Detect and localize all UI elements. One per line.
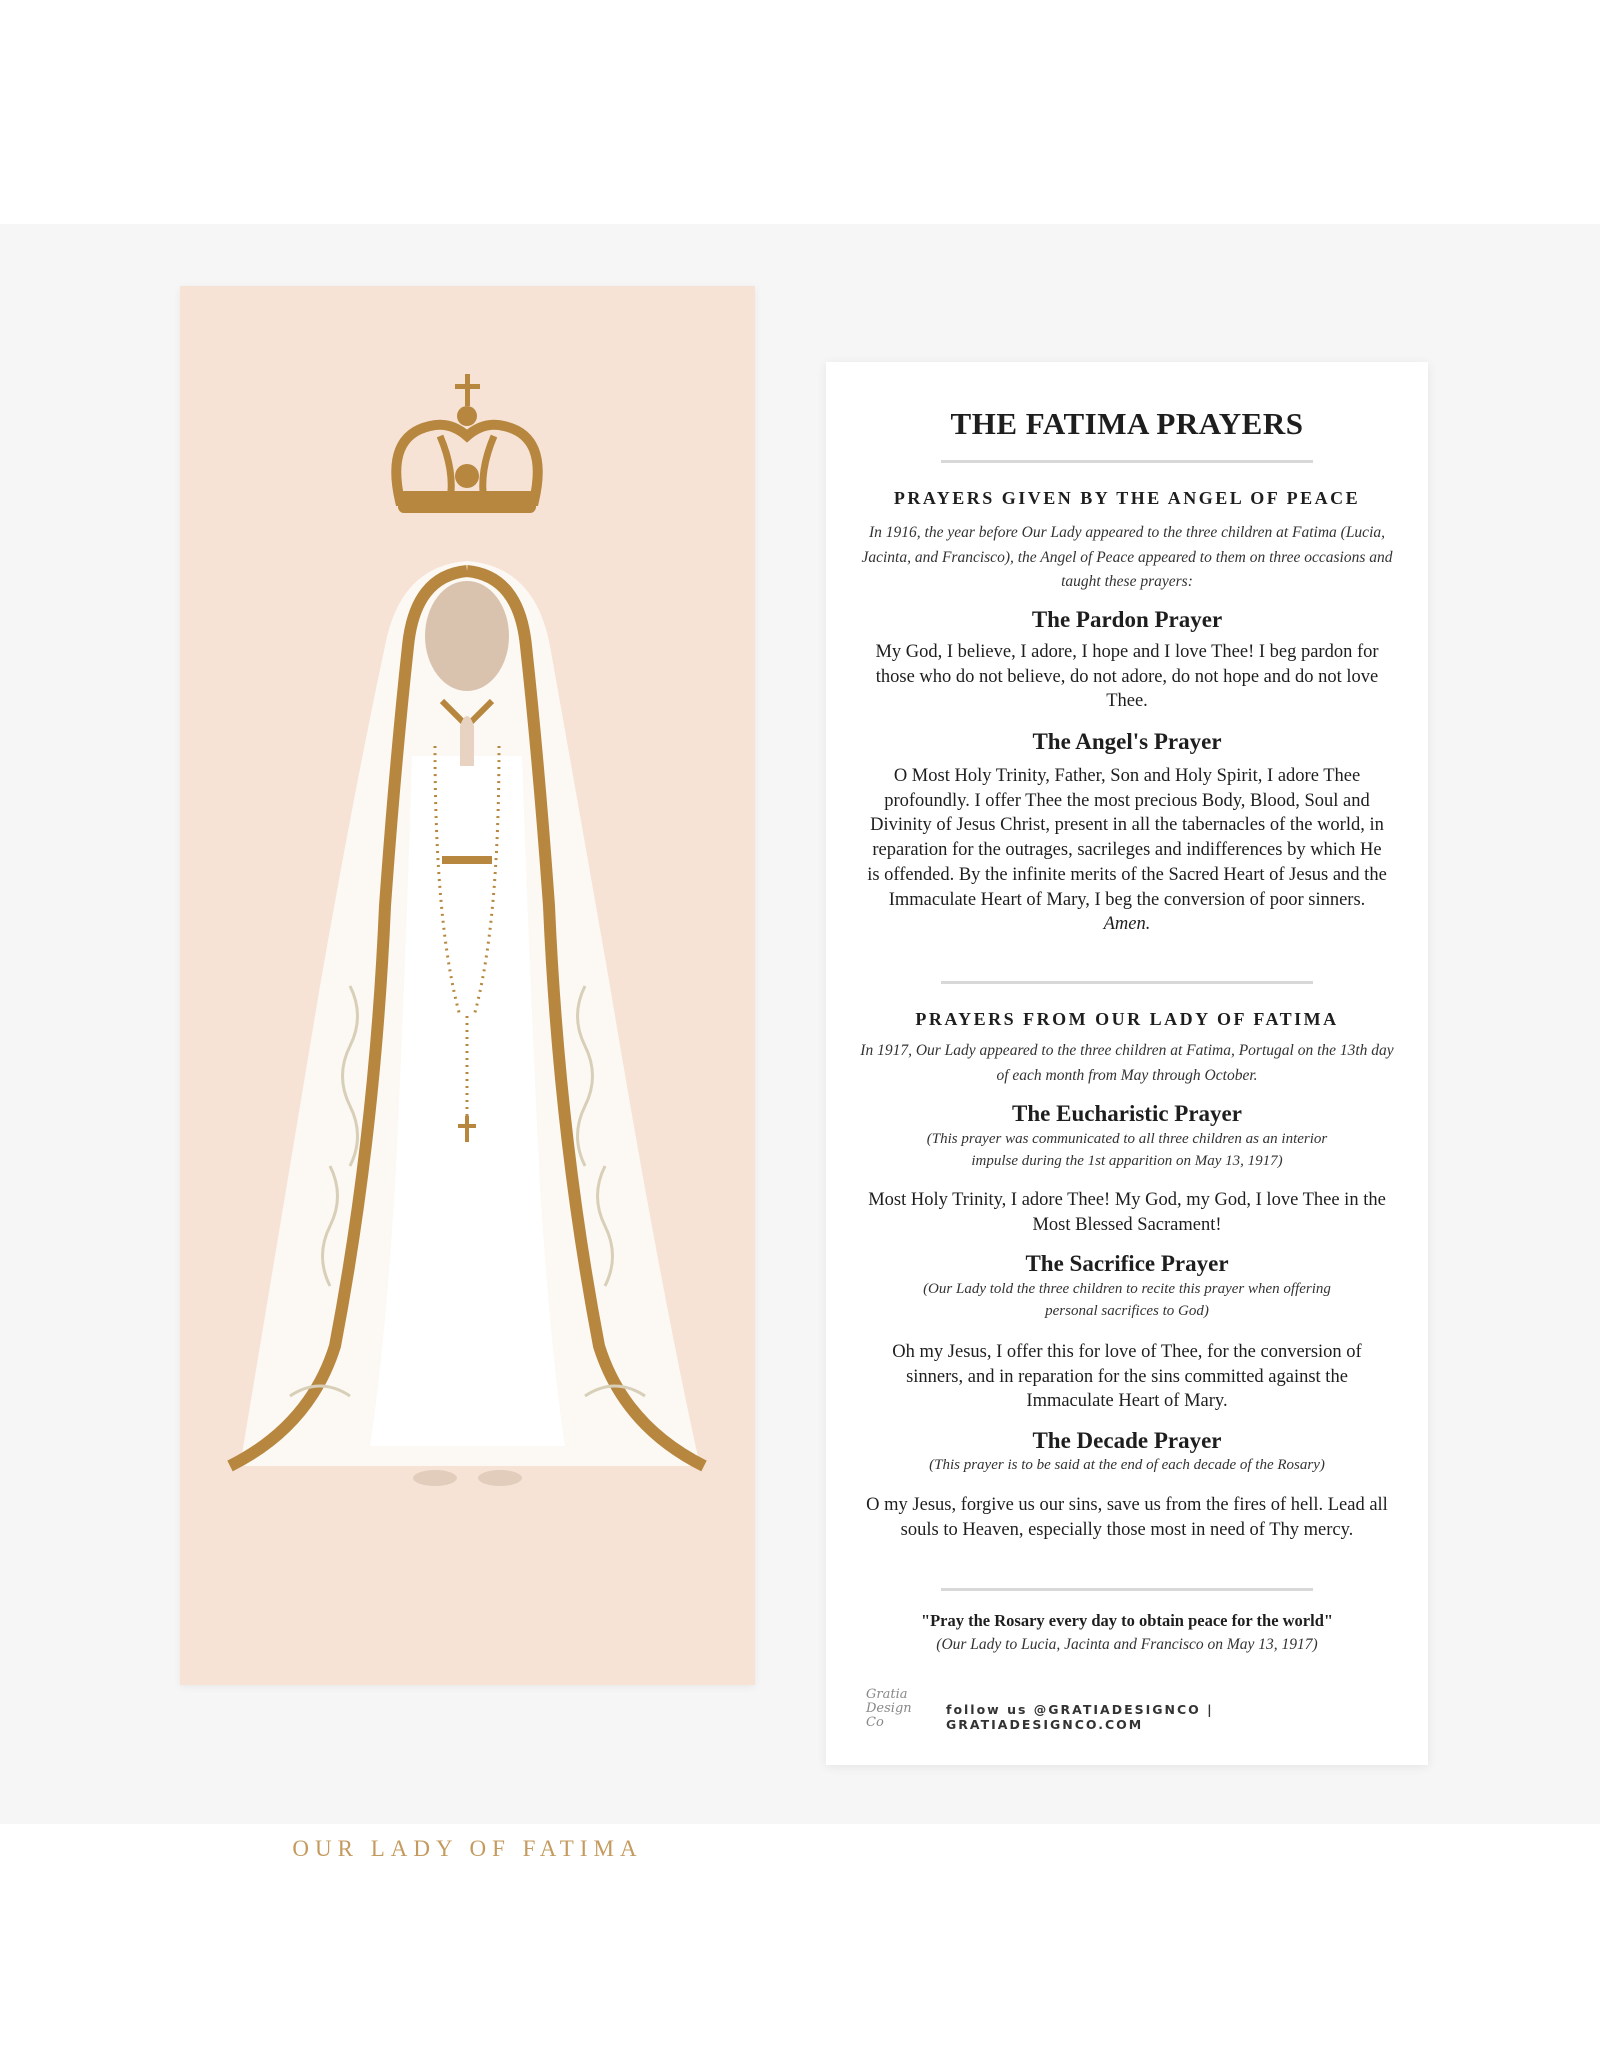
prayer-text: O my Jesus, forgive us our sins, save us from the fires of hell. Lead all souls to Heaven, especially those most in need of Thy mercy. bbox=[866, 1495, 1388, 1540]
section-heading: PRAYERS GIVEN BY THE ANGEL OF PEACE bbox=[893, 488, 1361, 508]
prayer-title: The Eucharistic Prayer bbox=[1012, 1101, 1242, 1126]
crown-icon bbox=[396, 374, 538, 513]
prayer-text-body: O Most Holy Trinity, Father, Son and Holy Spirit, I adore Thee profoundly. I offer Thee the most precious Body, Blood, Soul and Divinity of Jesus Christ, present in all the tabernacles of the world, in reparation for the outrages, sacrileges and indifferences by which He is offended. By the infinite merits of the Sacred Heart of Jesus and the Immaculate Heart of Mary, I beg the conversion of poor sinners. bbox=[867, 766, 1387, 910]
prayer-note: (This prayer is to be said at the end of each decade of the Rosary) bbox=[929, 1457, 1325, 1473]
prayer-title: The Pardon Prayer bbox=[1031, 607, 1223, 632]
card-footer bbox=[866, 1688, 1396, 1738]
card-title: THE FATIMA PRAYERS bbox=[950, 406, 1304, 441]
gratia-design-logo: Gratia Design Co bbox=[866, 1687, 912, 1730]
divider bbox=[941, 460, 1313, 463]
section-intro: In 1916, the year before Our Lady appeared to the three children at Fatima (Lucia, Jacinta, and Francisco), the Angel of Peace appeared to them on three occasions and taught these prayers: bbox=[861, 524, 1393, 590]
quote-attribution: (Our Lady to Lucia, Jacinta and Francisco on May 13, 1917) bbox=[936, 1636, 1318, 1653]
prayer-title: The Sacrifice Prayer bbox=[1025, 1251, 1229, 1276]
divider bbox=[941, 981, 1313, 984]
divider bbox=[941, 1588, 1313, 1591]
prayer-text: My God, I believe, I adore, I hope and I love Thee! I beg pardon for those who do not believe, do not adore, do not hope and do not love Thee. bbox=[875, 642, 1379, 712]
social-links: follow us @GRATIADESIGNCO | GRATIADESIGNCO.COM bbox=[946, 1702, 1214, 1732]
rosary-quote: "Pray the Rosary every day to obtain peace for the world" bbox=[920, 1611, 1334, 1630]
prayer-note: (This prayer was communicated to all three children as an interior impulse during the 1st apparition on May 13, 1917) bbox=[926, 1131, 1328, 1169]
our-lady-illustration bbox=[180, 286, 755, 1685]
prayer-card-front bbox=[180, 286, 755, 1861]
section-intro: In 1917, Our Lady appeared to the three children at Fatima, Portugal on the 13th day of each month from May through October. bbox=[860, 1042, 1394, 1084]
prayer-title: The Angel's Prayer bbox=[1032, 729, 1222, 754]
prayer-title: The Decade Prayer bbox=[1032, 1428, 1222, 1453]
prayer-note: (Our Lady told the three children to recite this prayer when offering personal sacrifices to God) bbox=[923, 1281, 1331, 1319]
section-heading: PRAYERS FROM OUR LADY OF FATIMA bbox=[915, 1009, 1339, 1029]
prayer-text: Oh my Jesus, I offer this for love of Thee, for the conversion of sinners, and in reparation for the sins committed against the Immaculate Heart of Mary. bbox=[892, 1342, 1362, 1412]
prayer-ending: Amen. bbox=[1103, 914, 1151, 935]
prayer-text: Most Holy Trinity, I adore Thee! My God, my God, I love Thee in the Most Blessed Sacrament! bbox=[868, 1190, 1386, 1235]
card-caption: OUR LADY OF FATIMA bbox=[292, 1836, 643, 1861]
prayer-text bbox=[866, 764, 1388, 937]
prayer-card-back bbox=[826, 362, 1428, 1765]
